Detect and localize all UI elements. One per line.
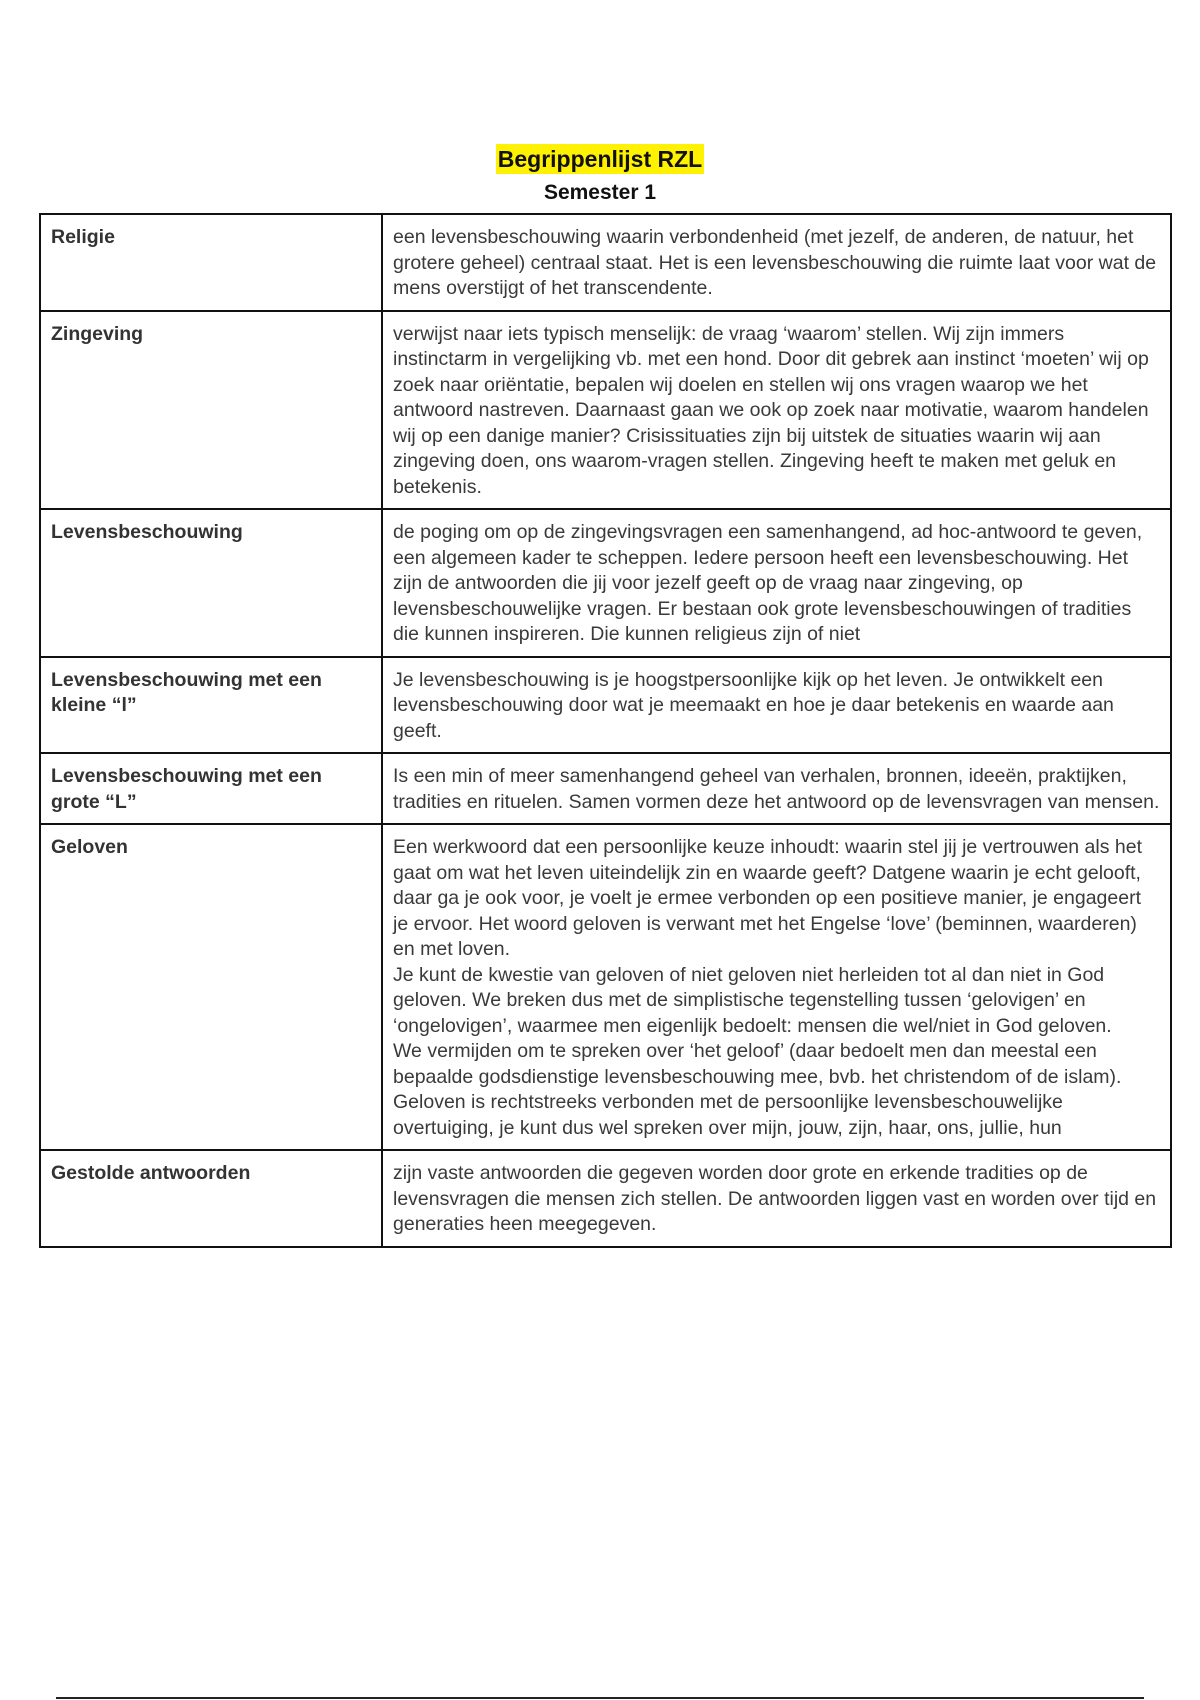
glossary-row [40,824,1171,1150]
document-subtitle: Semester 1 [543,181,657,204]
glossary-definition [382,214,1171,311]
glossary-term: Levensbeschouwing met een grote “L” [40,753,382,824]
glossary-term: Zingeving [40,311,382,510]
glossary-definition [382,311,1171,510]
definition-paragraph: Is een min of meer samenhangend geheel van verhalen, bronnen, ideeën, praktijken, tradities en rituelen. Samen vormen deze het antwoord op de levensvragen van mensen. [393,765,1160,813]
glossary-term: Levensbeschouwing [40,509,382,657]
definition-paragraph: een levensbeschouwing waarin verbondenheid (met jezelf, de anderen, de natuur, het grotere geheel) centraal staat. Het is een levensbeschouwing die ruimte laat voor wat de mens overstijgt of het transcendente. [393,226,1157,299]
glossary-definition [382,824,1171,1150]
glossary-row [40,214,1171,311]
document-title: Begrippenlijst RZL [497,146,703,172]
definition-paragraph: verwijst naar iets typisch menselijk: de vraag ‘waarom’ stellen. Wij zijn immers instinctarm in vergelijking vb. met een hond. Door dit gebrek aan instinct ‘moeten’ wij op zoek naar oriëntatie, bepalen wij doelen en stellen wij ons vragen waarop we het antwoord nastreven. Daarnaast gaan we ook op zoek naar motivatie, waarom handelen wij op een danige manier? Crisissituaties zijn bij uitstek de situaties waarin wij aan zingeving doen, ons waarom-vragen stellen. Zingeving heeft te maken met geluk en betekenis. [393,322,1149,498]
glossary-term: Geloven [40,824,382,1150]
glossary-term: Levensbeschouwing met een kleine “l” [40,657,382,754]
glossary-term: Religie [40,214,382,311]
document-header [0,144,1200,206]
definition-paragraph: zijn vaste antwoorden die gegeven worden door grote en erkende tradities op de levensvragen die mensen zich stellen. De antwoorden liggen vast en worden over tijd en generaties heen meegegeven. [393,1162,1157,1235]
glossary-row [40,311,1171,510]
definition-paragraph: Je kunt de kwestie van geloven of niet geloven niet herleiden tot al dan niet in God geloven. We breken dus met de simplistische tegenstelling tussen ‘gelovigen’ en ‘ongelovigen’, waarmee men eigenlijk bedoelt: mensen die wel/niet in God geloven. [393,963,1112,1037]
glossary-definition [382,657,1171,754]
definition-paragraph: Je levensbeschouwing is je hoogstpersoonlijke kijk op het leven. Je ontwikkelt een levensbeschouwing door wat je meemaakt en hoe je daar betekenis en waarde aan geeft. [393,668,1114,742]
glossary-table [39,213,1172,1248]
footer-divider [56,1697,1144,1699]
glossary-definition [382,509,1171,657]
glossary-row [40,753,1171,824]
glossary-row [40,657,1171,754]
glossary-row [40,1150,1171,1247]
glossary-row [40,509,1171,657]
glossary-definition [382,753,1171,824]
definition-paragraph: de poging om op de zingevingsvragen een samenhangend, ad hoc-antwoord te geven, een algemeen kader te scheppen. Iedere persoon heeft een levensbeschouwing. Het zijn de antwoorden die jij voor jezelf geeft op de vraag naar zingeving, op levensbeschouwelijke vragen. Er bestaan ook grote levensbeschouwingen of tradities die kunnen inspireren. Die kunnen religieus zijn of niet [393,521,1143,645]
glossary-definition [382,1150,1171,1247]
definition-paragraph: Een werkwoord dat een persoonlijke keuze inhoudt: waarin stel jij je vertrouwen als het gaat om wat het leven uiteindelijk zin en waarde geeft? Datgene waarin je echt gelooft, daar ga je ook voor, je voelt je ermee verbonden op een positieve manier, je engageert je ervoor. Het woord geloven is verwant met het Engelse ‘love’ (beminnen, waarderen) en met loven. [393,836,1142,960]
glossary-term: Gestolde antwoorden [40,1150,382,1247]
definition-paragraph: We vermijden om te spreken over ‘het geloof’ (daar bedoelt men dan meestal een bepaalde godsdienstige levensbeschouwing mee, bvb. het christendom of de islam). Geloven is rechtstreeks verbonden met de persoonlijke levensbeschouwelijke overtuiging, je kunt dus wel spreken over mijn, jouw, zijn, haar, ons, jullie, hun [393,1040,1122,1139]
